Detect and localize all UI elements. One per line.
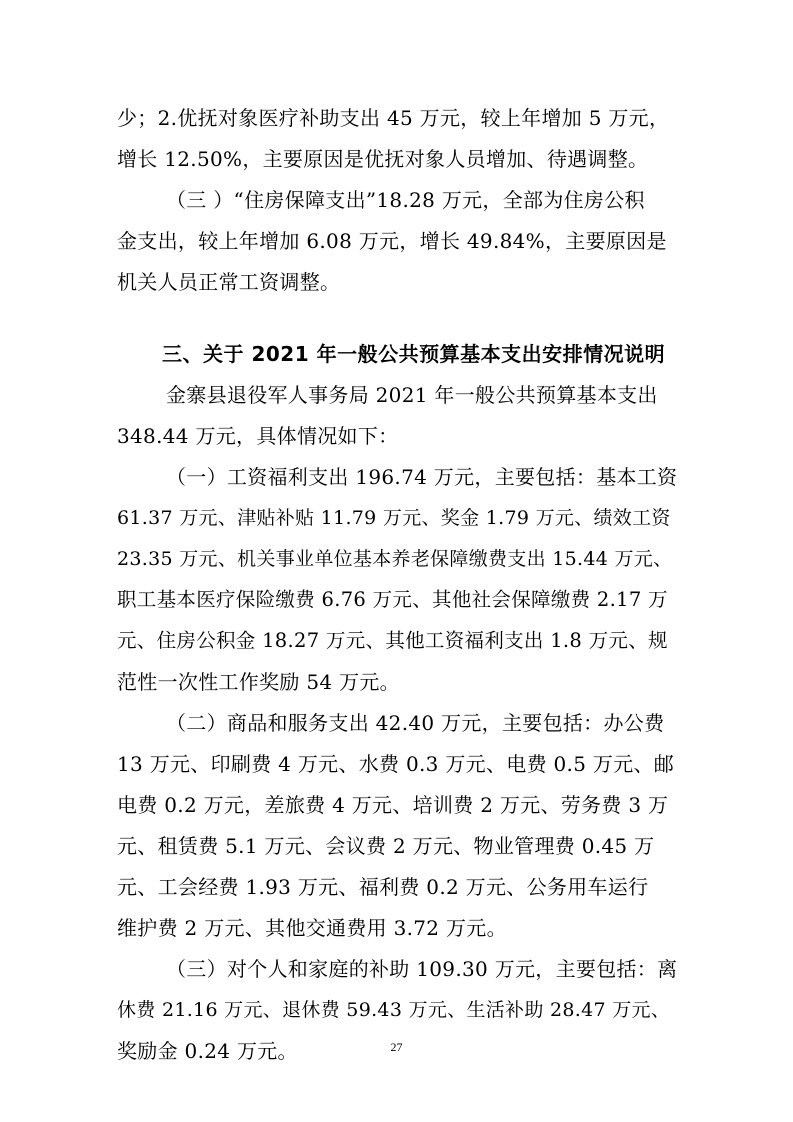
text-line: 13 万元、印刷费 4 万元、水费 0.3 万元、电费 0.5 万元、邮: [117, 752, 675, 776]
text-line: 元、工会经费 1.93 万元、福利费 0.2 万元、公务用车运行: [117, 875, 649, 899]
text-line: 元、住房公积金 18.27 万元、其他工资福利支出 1.8 万元、规: [117, 629, 668, 652]
text-line: 职工基本医疗保险缴费 6.76 万元、其他社会保障缴费 2.17 万: [117, 588, 668, 611]
text-line: 休费 21.16 万元、退休费 59.43 万元、生活补助 28.47 万元、: [117, 999, 671, 1021]
paragraph-subsidies-start: （三）对个人和家庭的补助 109.30 万元，主要包括：离: [166, 957, 678, 981]
paragraph-wages-start: （一）工资福利支出 196.74 万元，主要包括：基本工资: [166, 465, 678, 489]
text-line: 金支出，较上年增加 6.08 万元，增长 49.84%，主要原因是: [117, 229, 667, 253]
text-line: 增长 12.50%，主要原因是优抚对象人员增加、待遇调整。: [117, 147, 649, 171]
text-line: 维护费 2 万元、其他交通费用 3.72 万元。: [117, 916, 507, 940]
text-line: 电费 0.2 万元，差旅费 4 万元、培训费 2 万元、劳务费 3 万: [117, 793, 669, 817]
text-line: 元、租赁费 5.1 万元、会议费 2 万元、物业管理费 0.45 万: [117, 834, 655, 858]
text-line: 奖励金 0.24 万元。: [117, 1039, 298, 1063]
text-line: 348.44 万元，具体情况如下：: [117, 424, 399, 448]
text-line: 机关人员正常工资调整。: [117, 270, 341, 294]
section-title: 三、关于 2021 年一般公共预算基本支出安排情况说明: [162, 342, 666, 366]
text-line: 少；2.优抚对象医疗补助支出 45 万元，较上年增加 5 万元，: [117, 106, 670, 130]
page-number: 27: [390, 1040, 403, 1054]
section-heading-housing: （三 ）“住房保障支出”18.28 万元，全部为住房公积: [166, 188, 645, 212]
text-line: 23.35 万元、机关事业单位基本养老保障缴费支出 15.44 万元、: [117, 548, 673, 570]
text-line: 金寨县退役军人事务局 2021 年一般公共预算基本支出: [166, 383, 658, 407]
text-line: 61.37 万元、津贴补贴 11.79 万元、奖金 1.79 万元、绩效工资: [117, 507, 671, 529]
paragraph-goods-services-start: （二）商品和服务支出 42.40 万元，主要包括：办公费: [166, 711, 665, 735]
text-line: 范性一次性工作奖励 54 万元。: [117, 670, 400, 694]
